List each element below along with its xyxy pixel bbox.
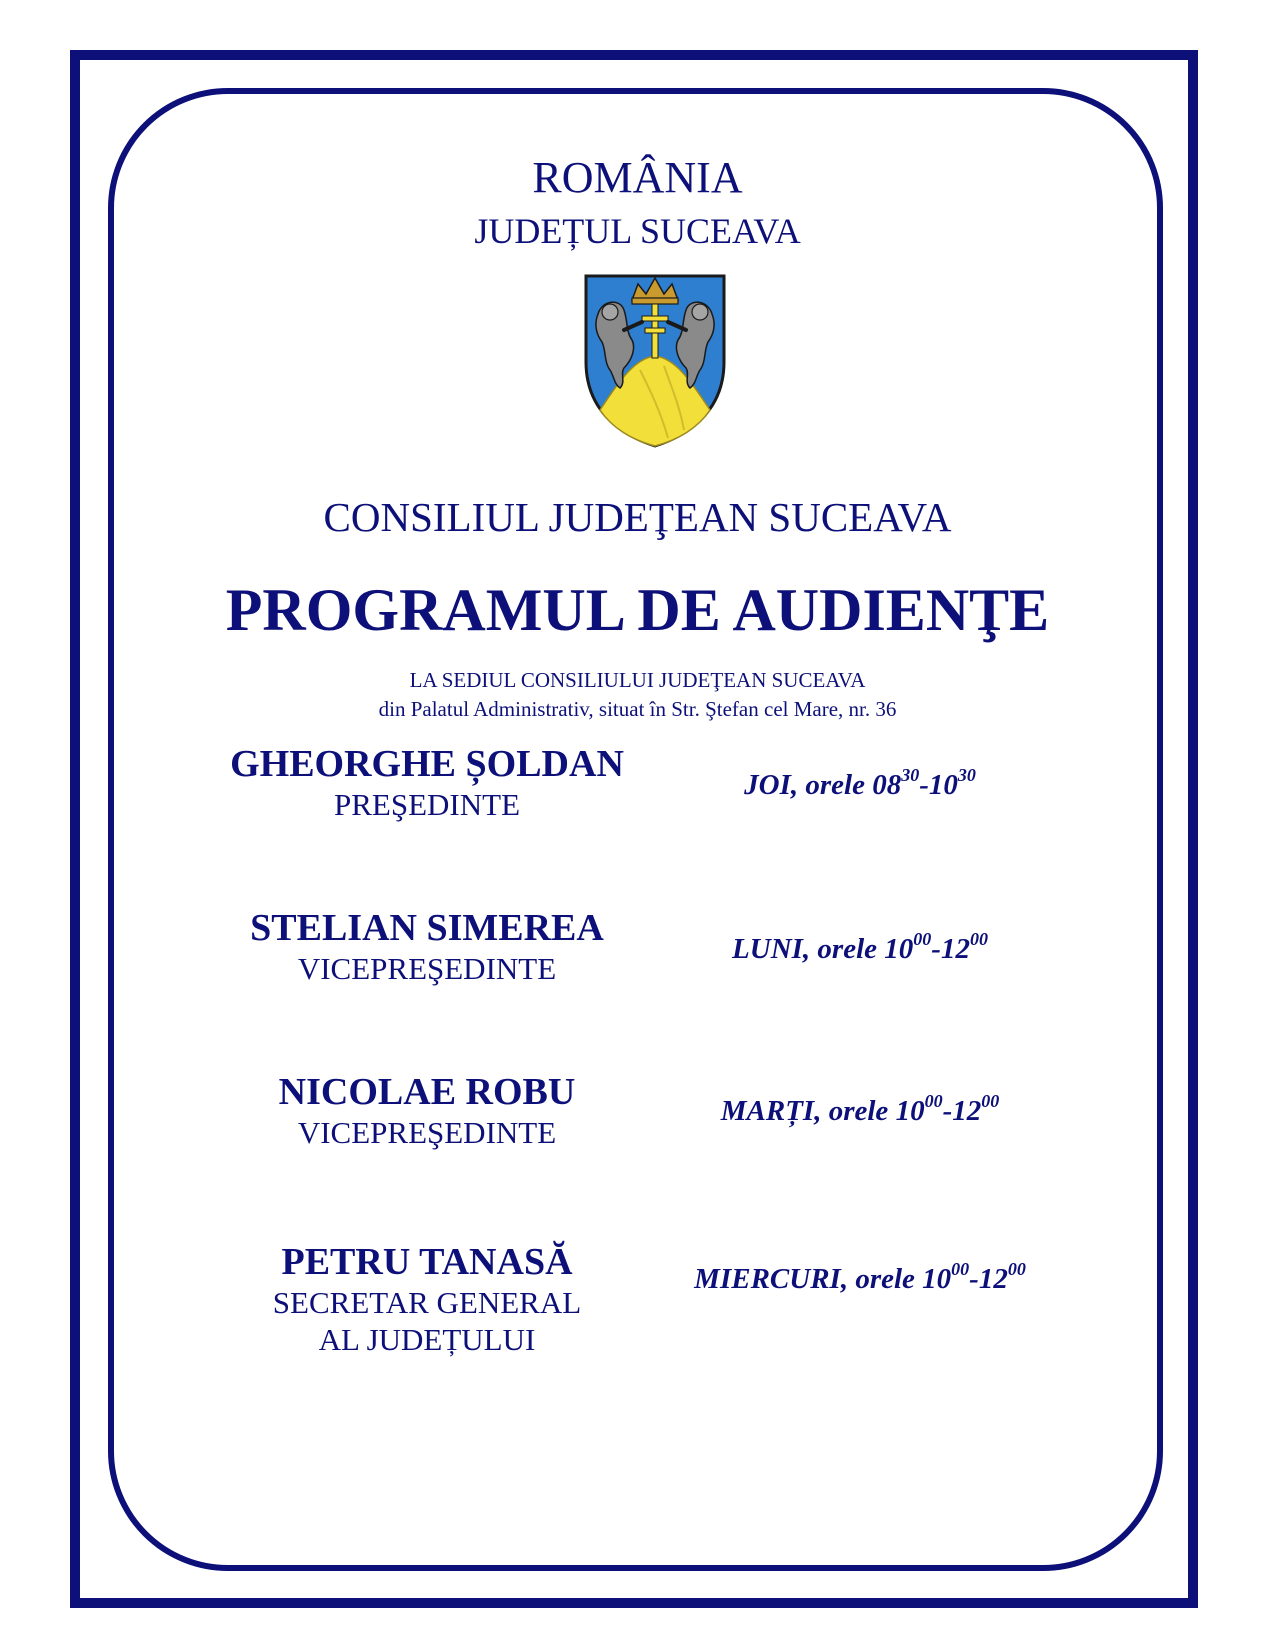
audience-schedule — [640, 1259, 1080, 1296]
schedule-day: JOI, orele — [744, 769, 873, 801]
schedule-start-minute: 30 — [901, 765, 920, 786]
audience-schedule — [640, 1091, 1080, 1128]
official-role-line-2: AL JUDEȚULUI — [318, 1322, 536, 1357]
location-line-1: LA SEDIUL CONSILIULUI JUDEŢEAN SUCEAVA — [409, 668, 866, 692]
official-name: STELIAN SIMEREA — [250, 907, 604, 949]
schedule-end-hour: 12 — [940, 933, 970, 965]
official-role: VICEPREŞEDINTE — [297, 951, 557, 986]
county-heading: JUDEȚUL SUCEAVA — [474, 211, 801, 251]
official-block — [182, 742, 672, 823]
council-name: CONSILIUL JUDEŢEAN SUCEAVA — [323, 494, 952, 540]
schedule-end-minute: 00 — [1007, 1259, 1026, 1280]
official-block — [182, 1240, 672, 1358]
official-block — [182, 906, 672, 987]
suceava-coat-of-arms-icon — [580, 270, 730, 450]
schedule-start-minute: 00 — [913, 929, 932, 950]
schedule-end-minute: 30 — [957, 765, 976, 786]
schedule-start-hour: 10 — [884, 933, 914, 965]
schedule-separator: - — [969, 1263, 979, 1295]
official-name: NICOLAE ROBU — [278, 1071, 576, 1113]
country-heading: ROMÂNIA — [532, 153, 743, 202]
official-name: GHEORGHE ȘOLDAN — [230, 743, 624, 785]
schedule-end-minute: 00 — [981, 1091, 1000, 1112]
schedule-end-minute: 00 — [969, 929, 988, 950]
schedule-end-hour: 10 — [928, 769, 958, 801]
official-name: PETRU TANASĂ — [281, 1241, 573, 1283]
official-role: PREŞEDINTE — [334, 787, 520, 822]
schedule-end-hour: 12 — [952, 1095, 982, 1127]
schedule-start-hour: 10 — [895, 1095, 925, 1127]
schedule-day: MIERCURI, orele — [694, 1263, 923, 1295]
schedule-start-hour: 10 — [922, 1263, 952, 1295]
schedule-end-hour: 12 — [978, 1263, 1008, 1295]
location-line-2: din Palatul Administrativ, situat în Str. Ştefan cel Mare, nr. 36 — [378, 697, 897, 721]
official-role: SECRETAR GENERAL — [272, 1285, 582, 1320]
official-role: VICEPREŞEDINTE — [297, 1115, 557, 1150]
audience-schedule — [640, 929, 1080, 966]
official-block — [182, 1070, 672, 1151]
schedule-start-hour: 08 — [872, 769, 902, 801]
schedule-day: MARȚI, orele — [720, 1095, 896, 1127]
schedule-day: LUNI, orele — [732, 933, 885, 965]
document-title: PROGRAMUL DE AUDIENŢE — [225, 577, 1050, 643]
schedule-start-minute: 00 — [951, 1259, 970, 1280]
schedule-separator: - — [942, 1095, 953, 1127]
audience-schedule — [640, 765, 1080, 802]
schedule-start-minute: 00 — [924, 1091, 943, 1112]
schedule-separator: - — [931, 933, 941, 965]
schedule-separator: - — [919, 769, 929, 801]
